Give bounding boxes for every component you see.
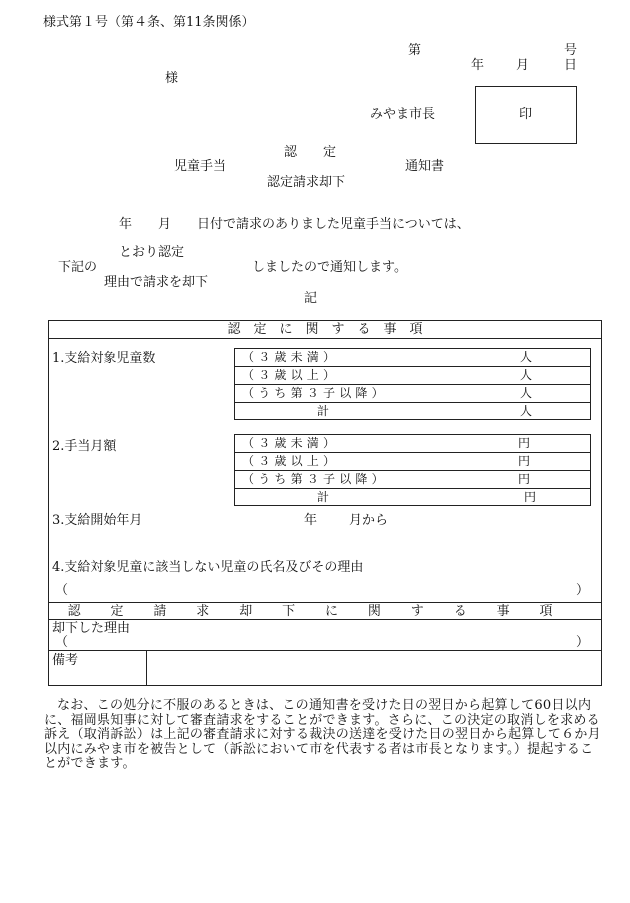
amount-row-unit: 円 bbox=[518, 472, 531, 486]
date-month: 月 bbox=[516, 58, 530, 73]
title-option-reject: 認定請求却下 bbox=[267, 175, 346, 190]
children-row-unit: 人 bbox=[520, 368, 533, 382]
section1-header: 認 定 に 関 す る 事 項 bbox=[227, 322, 423, 337]
intro-option-reject: 理由で請求を却下 bbox=[104, 275, 209, 290]
start-month-label: 3.支給開始年月 bbox=[52, 513, 143, 528]
remarks-label: 備考 bbox=[52, 653, 79, 668]
table-divider bbox=[48, 602, 602, 603]
children-row-unit: 人 bbox=[520, 350, 533, 364]
table-divider bbox=[48, 619, 602, 620]
amount-row-label: （うち第３子以降） bbox=[242, 472, 388, 486]
children-row-label: （３歳未満） bbox=[242, 350, 340, 364]
seal-label: 印 bbox=[519, 107, 533, 122]
table-divider bbox=[234, 452, 591, 453]
start-year: 年 bbox=[304, 513, 318, 528]
intro-left: 下記の bbox=[58, 260, 98, 275]
table-divider bbox=[234, 488, 591, 489]
amount-total-unit: 円 bbox=[524, 490, 537, 504]
number-prefix: 第 bbox=[408, 43, 422, 58]
children-row-label: （３歳以上） bbox=[242, 368, 340, 382]
date-year: 年 bbox=[471, 58, 485, 73]
title-right: 通知書 bbox=[405, 159, 445, 174]
number-suffix: 号 bbox=[564, 43, 578, 58]
section2-header: 認定請求却下に関する事項 bbox=[67, 604, 583, 619]
ki-mark: 記 bbox=[304, 291, 318, 306]
table-divider bbox=[234, 384, 591, 385]
children-count-label: 1.支給対象児童数 bbox=[52, 351, 156, 366]
title-option-approve: 認 定 bbox=[284, 145, 337, 160]
issuer-name: みやま市長 bbox=[370, 107, 436, 122]
amount-row-label: （３歳以上） bbox=[242, 454, 340, 468]
form-reference: 様式第１号（第４条、第11条関係） bbox=[43, 15, 255, 30]
children-row-label: （うち第３子以降） bbox=[242, 386, 388, 400]
intro-line: 年 月 日付で請求のありました児童手当については、 bbox=[119, 217, 470, 232]
rejection-reason-label: 却下した理由 bbox=[52, 621, 131, 636]
title-left: 児童手当 bbox=[174, 159, 227, 174]
intro-right: しましたので通知します。 bbox=[252, 260, 407, 275]
ineligible-label: 4.支給対象児童に該当しない児童の氏名及びその理由 bbox=[52, 560, 364, 575]
date-day: 日 bbox=[564, 58, 578, 73]
appeal-notice: なお、この処分に不服のあるときは、この通知書を受けた日の翌日から起算して60日以内に、福岡県知事に対して審査請求をすることができます。さらに、この決定の取消しを求める訴え（取消訴訟）は上記の審査請求に対する裁決の送達を受けた日の翌日から起算して６か月以内にみやま市を被告として（訴訟において市を代表する者は市長となります。）提起することができます。 bbox=[44, 698, 601, 771]
table-divider bbox=[234, 470, 591, 471]
monthly-amount-label: 2.手当月額 bbox=[52, 439, 117, 454]
amount-row-unit: 円 bbox=[518, 454, 531, 468]
table-divider bbox=[48, 338, 602, 339]
rejection-paren-open: （ bbox=[55, 635, 69, 650]
addressee-suffix: 様 bbox=[165, 71, 179, 86]
remarks-divider bbox=[146, 650, 147, 686]
intro-option-approve: とおり認定 bbox=[119, 245, 185, 260]
table-divider bbox=[234, 366, 591, 367]
start-month: 月から bbox=[349, 513, 389, 528]
children-row-unit: 人 bbox=[520, 386, 533, 400]
children-total-label: 計 bbox=[317, 404, 330, 418]
amount-total-label: 計 bbox=[317, 490, 330, 504]
table-divider bbox=[48, 650, 602, 651]
rejection-paren-close: ） bbox=[576, 635, 590, 650]
table-divider bbox=[234, 402, 591, 403]
amount-row-unit: 円 bbox=[518, 436, 531, 450]
children-total-unit: 人 bbox=[520, 404, 533, 418]
ineligible-paren-close: ） bbox=[576, 583, 590, 598]
ineligible-paren-open: （ bbox=[55, 583, 69, 598]
amount-row-label: （３歳未満） bbox=[242, 436, 340, 450]
